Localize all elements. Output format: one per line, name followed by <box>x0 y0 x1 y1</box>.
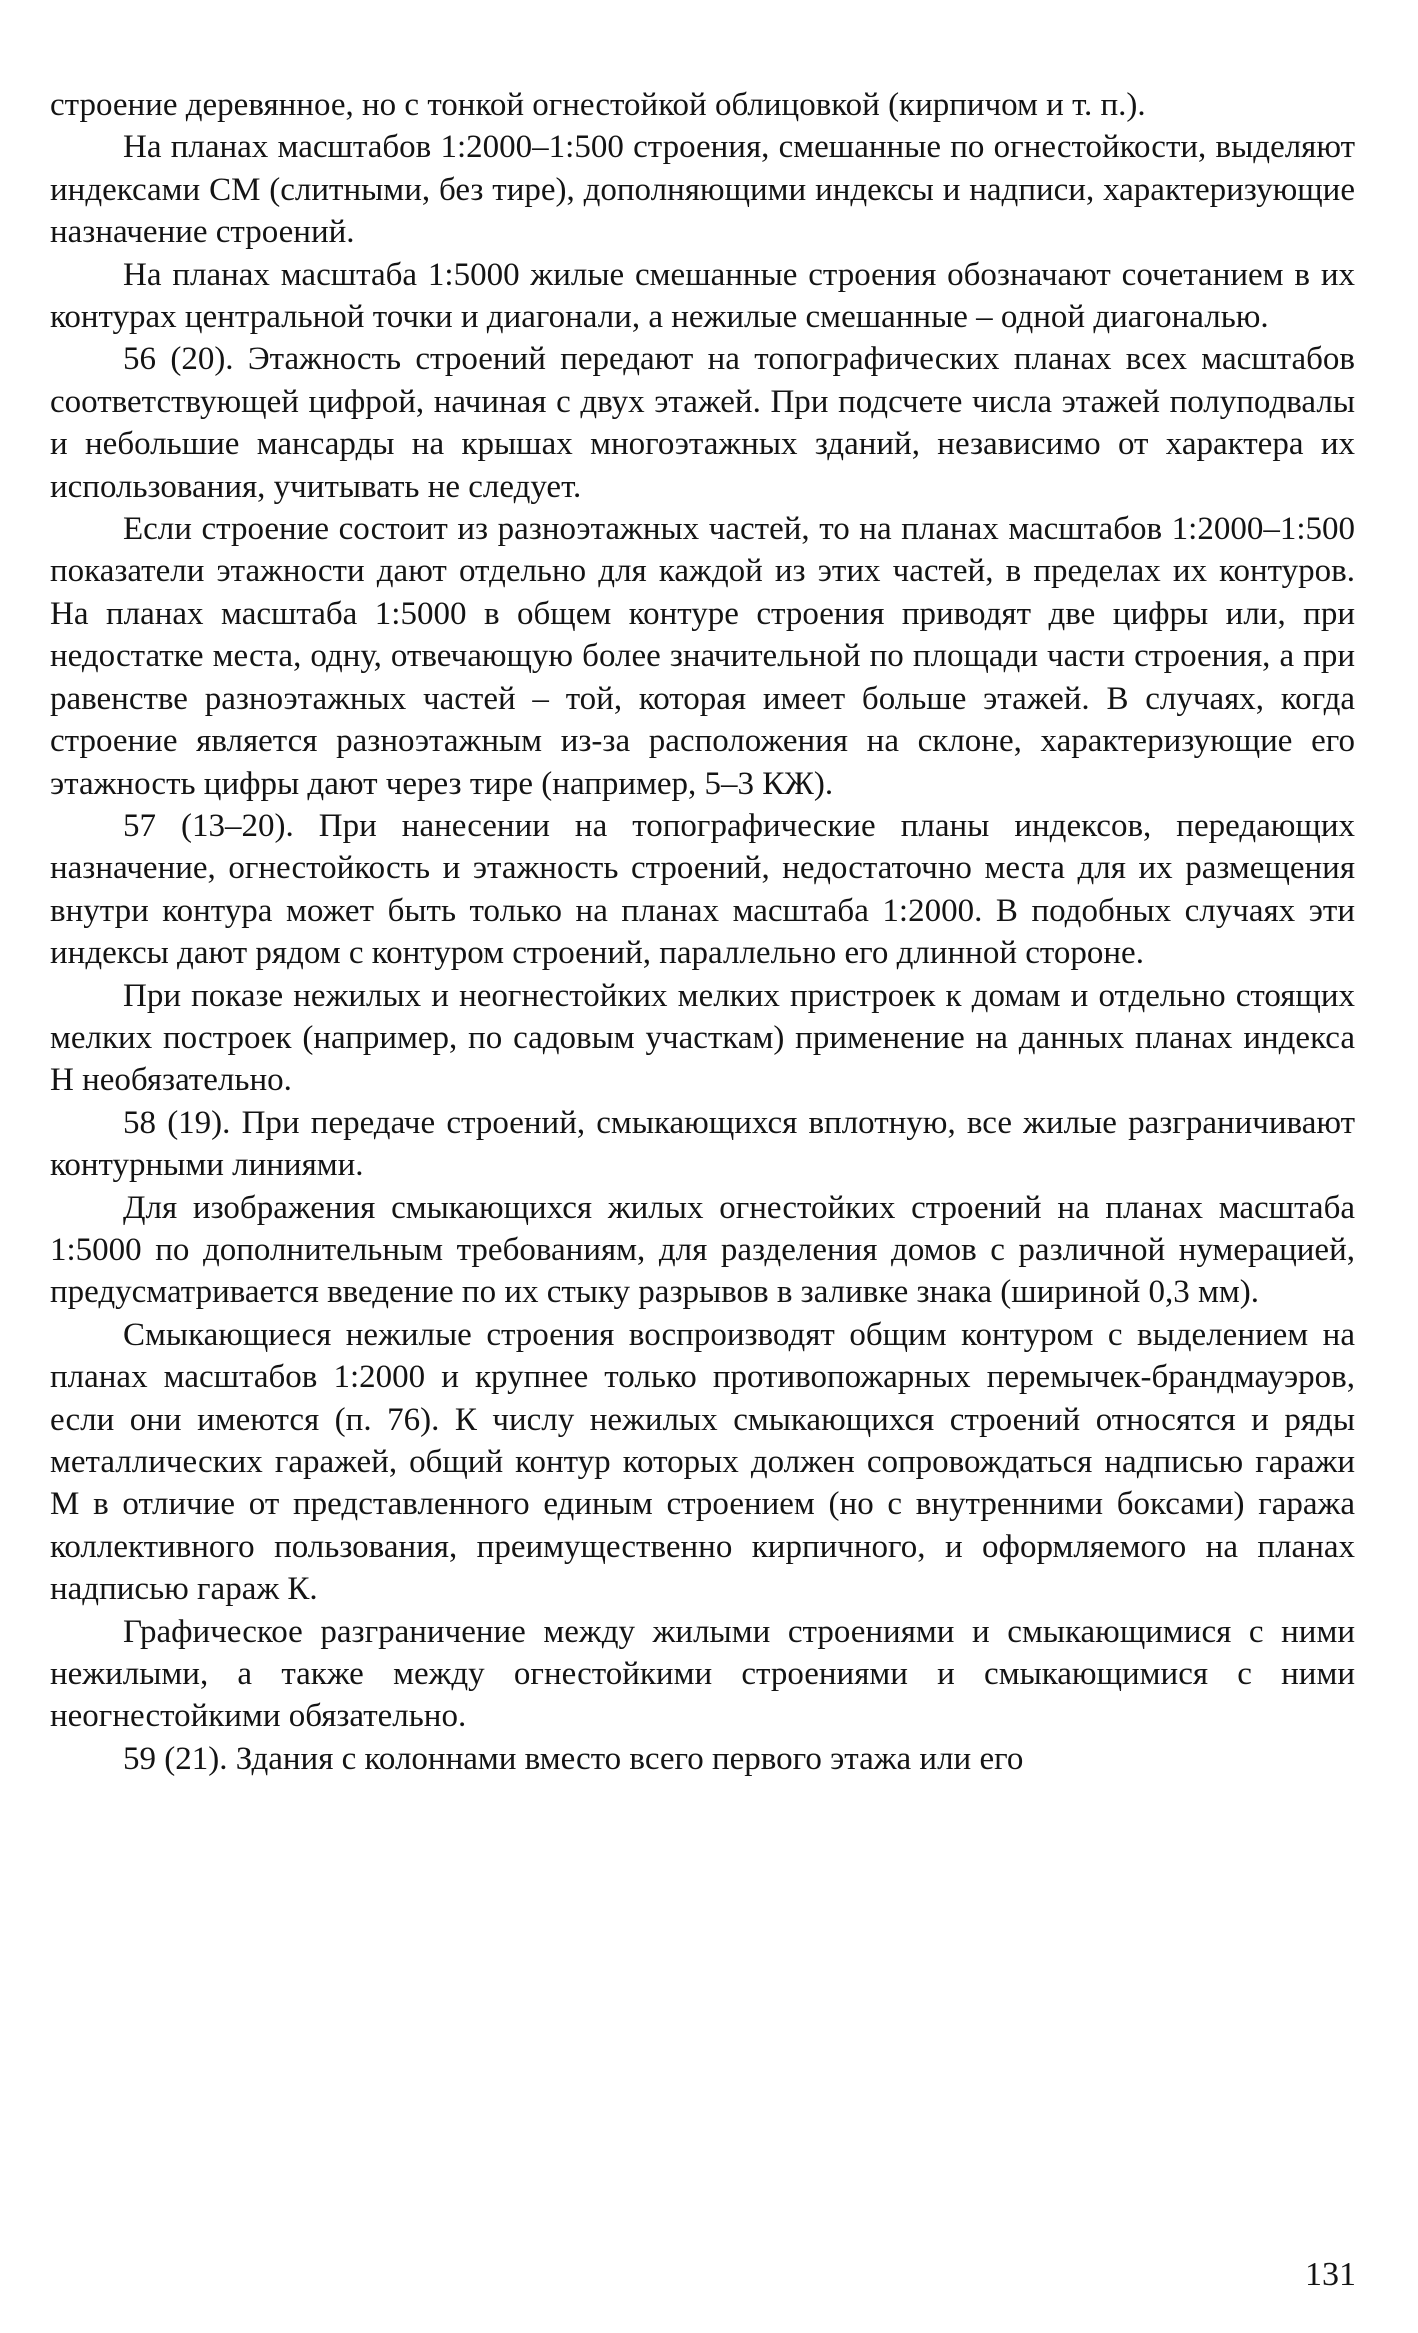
paragraph-10: Смыкающиеся нежилые строения воспроизводят общим контуром с выделением на планах масштабов 1:2000 и крупнее только противопожарных перемычек-брандмауэров, если они имеются (п. 76). К числу нежилых смыкающихся строений относятся и ряды металлических гаражей, общий контур которых должен сопровождаться надписью гаражи М в отличие от представленного единым строением (но с внутренними боксами) гаража коллективного пользования, преимущественно кирпичного, и оформляемого на планах надписью гараж К. <box>50 1316 1355 1608</box>
paragraph-9: Для изображения смыкающихся жилых огнестойких строений на планах масштаба 1:5000 по дополнительным требованиям, для разделения домов с различной нумерацией, предусматривается введение по их стыку разрывов в заливке знака (шириной 0,3 мм). <box>50 1189 1355 1311</box>
paragraph-1: строение деревянное, но с тонкой огнестойкой облицовкой (кирпичом и т. п.). <box>50 87 1146 123</box>
paragraph-7: При показе нежилых и неогнестойких мелких пристроек к домам и отдельно стоящих мелких построек (например, по садовым участкам) применение на данных планах индекса Н необязательно. <box>50 977 1355 1099</box>
paragraph-6: 57 (13–20). При нанесении на топографические планы индексов, передающих назначение, огнестойкость и этажность строений, недостаточно места для их размещения внутри контура может быть только на планах масштаба 1:2000. В подобных случаях эти индексы дают рядом с контуром строений, параллельно его длинной стороне. <box>50 807 1355 972</box>
paragraph-3: На планах масштаба 1:5000 жилые смешанные строения обозначают сочетанием в их контурах центральной точки и диагонали, а нежилые смешанные – одной диагональю. <box>50 256 1355 336</box>
paragraph-11: Графическое разграничение между жилыми строениями и смыкающимися с ними нежилыми, а также между огнестойкими строениями и смыкающимися с ними неогнестойкими обязательно. <box>50 1613 1355 1735</box>
page-body <box>50 84 1355 1780</box>
page-number: 131 <box>1305 2256 1356 2293</box>
paragraph-2: На планах масштабов 1:2000–1:500 строения, смешанные по огнестойкости, выделяют индексами СМ (слитными, без тире), дополняющими индексы и надписи, характеризующие назначение строений. <box>50 129 1355 251</box>
paragraph-12: 59 (21). Здания с колоннами вместо всего первого этажа или его <box>123 1740 1024 1777</box>
paragraph-4: 56 (20). Этажность строений передают на топографических планах всех масштабов соответствующей цифрой, начиная с двух этажей. При подсчете числа этажей полуподвалы и небольшие мансарды на крышах многоэтажных зданий, независимо от характера их использования, учитывать не следует. <box>50 341 1355 505</box>
paragraph-8: 58 (19). При передаче строений, смыкающихся вплотную, все жилые разграничивают контурными линиями. <box>50 1104 1355 1184</box>
paragraph-5: Если строение состоит из разноэтажных частей, то на планах масштабов 1:2000–1:500 показатели этажности дают отдельно для каждой из этих частей, в пределах их контуров. На планах масштаба 1:5000 в общем контуре строения приводят две цифры или, при недостатке места, одну, отвечающую более значительной по площади части строения, а при равенстве разноэтажных частей – той, которая имеет больше этажей. В случаях, когда строение является разноэтажным из-за расположения на склоне, характеризующие его этажность цифры дают через тире (например, 5–3 КЖ). <box>50 511 1355 802</box>
